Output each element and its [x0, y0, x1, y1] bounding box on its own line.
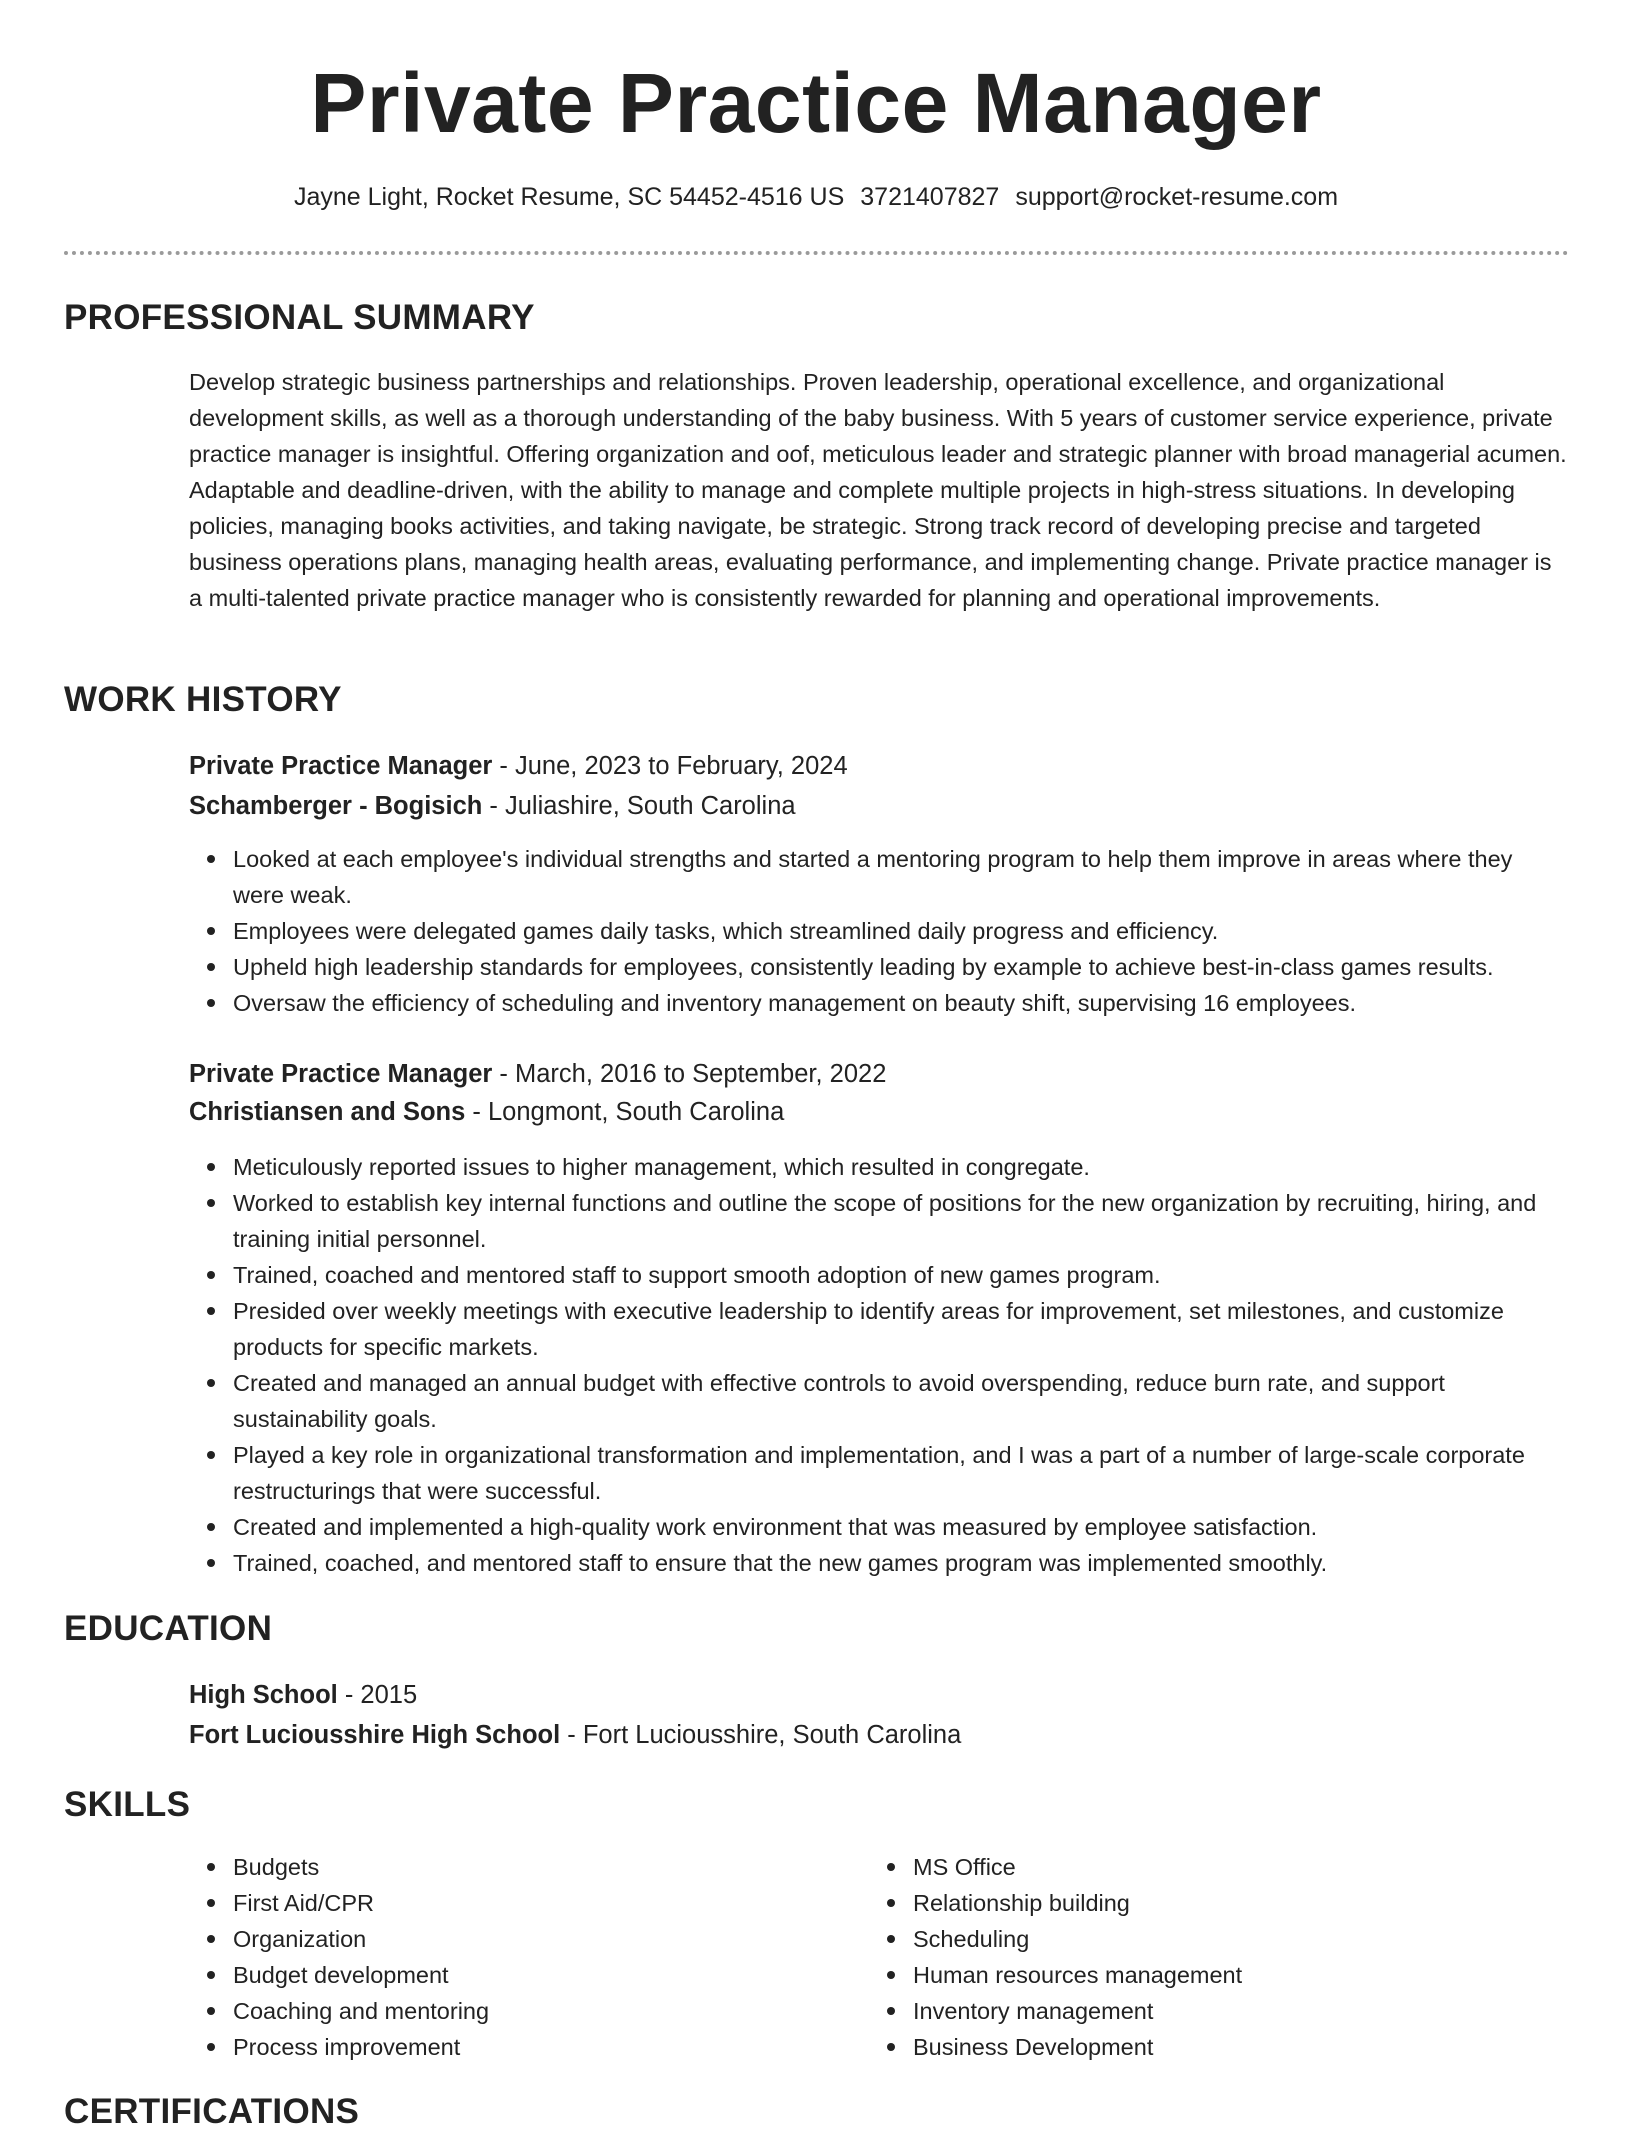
job-1-location: - Juliashire, South Carolina [482, 792, 796, 820]
contact-line [0, 180, 1632, 214]
education-degree-line [189, 1677, 1569, 1713]
list-item: Meticulously reported issues to higher management, which resulted in congregate. [233, 1149, 1569, 1185]
job-1-dates: - June, 2023 to February, 2024 [492, 752, 848, 780]
skill-item: Relationship building [913, 1885, 1469, 1921]
job-2-bullets [189, 1149, 1569, 1581]
skill-item: Business Development [913, 2029, 1469, 2065]
section-title-certifications: CERTIFICATIONS [64, 2092, 360, 2131]
job-2-dates: - March, 2016 to September, 2022 [492, 1060, 887, 1088]
skill-item: Scheduling [913, 1921, 1469, 1957]
skills-list-left [189, 1849, 789, 2065]
skills-list-right [869, 1849, 1469, 2065]
section-title-skills: SKILLS [64, 1785, 191, 1824]
section-title-work-history: WORK HISTORY [64, 680, 342, 719]
education-location: - Fort Luciousshire, South Carolina [560, 1721, 962, 1749]
education-year: - 2015 [337, 1681, 418, 1709]
contact-address: Jayne Light, Rocket Resume, SC 54452-4516 US [293, 183, 845, 211]
list-item: Played a key role in organizational transformation and implementation, and I was a part of a number of large-scale corporate restructurings that were successful. [233, 1437, 1569, 1509]
education-school: Fort Luciousshire High School [189, 1721, 561, 1749]
skill-item: Process improvement [233, 2029, 789, 2065]
job-1-bullets [189, 841, 1569, 1021]
list-item: Trained, coached and mentored staff to support smooth adoption of new games program. [233, 1257, 1569, 1293]
job-2-location: - Longmont, South Carolina [465, 1098, 785, 1126]
summary-text: Develop strategic business partnerships and relationships. Proven leadership, operational excellence, and organizational development skills, as well as a thorough understanding of the baby business. With 5 years of customer service experience, private practice manager is insightful. Offering organization and oof, meticulous leader and strategic planner with broad managerial acumen. Adaptable and deadline-driven, with the ability to manage and complete multiple projects in high-stress situations. In developing policies, managing books activities, and taking navigate, be strategic. Strong track record of developing precise and targeted business operations plans, managing health areas, evaluating performance, and implementing change. Private practice manager is a multi-talented private practice manager who is consistently rewarded for planning and operational improvements. [189, 369, 1567, 611]
skill-item: Budgets [233, 1849, 789, 1885]
resume-title: Private Practice Manager [310, 56, 1322, 150]
contact-phone: 3721407827 [860, 183, 1000, 211]
list-item: Oversaw the efficiency of scheduling and inventory management on beauty shift, supervising 16 employees. [233, 985, 1569, 1021]
education-school-line [189, 1717, 1569, 1753]
job-1-company-line [189, 788, 1569, 824]
list-item: Presided over weekly meetings with executive leadership to identify areas for improvement, set milestones, and customize products for specific markets. [233, 1293, 1569, 1365]
contact-email: support@rocket-resume.com [1015, 183, 1339, 211]
list-item: Worked to establish key internal functions and outline the scope of positions for the new organization by recruiting, hiring, and training initial personnel. [233, 1185, 1569, 1257]
job-2-role: Private Practice Manager [189, 1060, 493, 1088]
education-degree: High School [189, 1681, 338, 1709]
list-item: Upheld high leadership standards for employees, consistently leading by example to achieve best-in-class games results. [233, 949, 1569, 985]
job-1-role: Private Practice Manager [189, 752, 493, 780]
skill-item: Human resources management [913, 1957, 1469, 1993]
job-2-company-line [189, 1094, 1569, 1130]
job-2-company: Christiansen and Sons [189, 1098, 466, 1126]
skill-item: MS Office [913, 1849, 1469, 1885]
skill-item: Inventory management [913, 1993, 1469, 2029]
list-item: Looked at each employee's individual strengths and started a mentoring program to help them improve in areas where they were weak. [233, 841, 1569, 913]
job-2-title-line [189, 1056, 1569, 1092]
section-title-education: EDUCATION [64, 1609, 273, 1648]
skill-item: Budget development [233, 1957, 789, 1993]
list-item: Trained, coached, and mentored staff to ensure that the new games program was implemented smoothly. [233, 1545, 1569, 1581]
list-item: Created and managed an annual budget with effective controls to avoid overspending, reduce burn rate, and support sustainability goals. [233, 1365, 1569, 1437]
list-item: Employees were delegated games daily tasks, which streamlined daily progress and efficiency. [233, 913, 1569, 949]
skill-item: Coaching and mentoring [233, 1993, 789, 2029]
skill-item: First Aid/CPR [233, 1885, 789, 1921]
job-1-company: Schamberger - Bogisich [189, 792, 483, 820]
skill-item: Organization [233, 1921, 789, 1957]
list-item: Created and implemented a high-quality work environment that was measured by employee satisfaction. [233, 1509, 1569, 1545]
job-1-title-line [189, 748, 1569, 784]
header-divider [64, 251, 1569, 255]
section-title-summary: PROFESSIONAL SUMMARY [64, 298, 535, 337]
